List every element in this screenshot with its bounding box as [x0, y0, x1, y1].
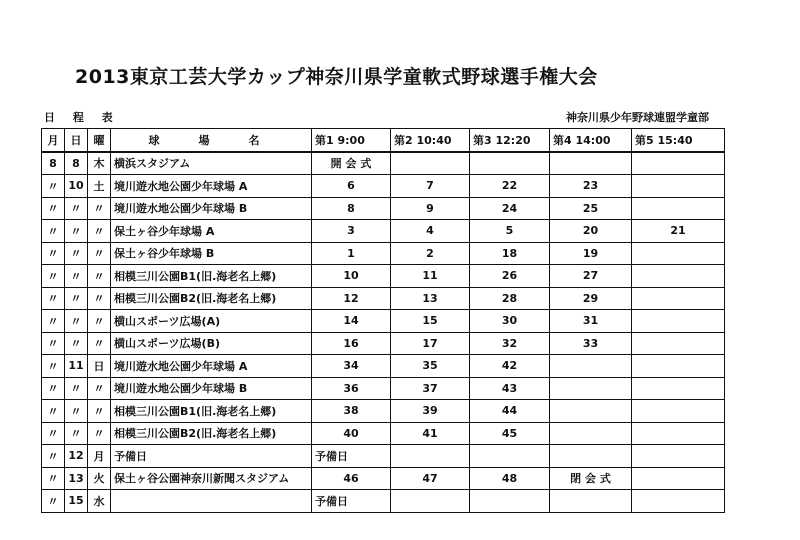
cell-venue: 相模三川公園B1(旧.海老名上郷) [111, 265, 312, 288]
cell-day: 8 [65, 152, 88, 175]
cell-game4: 27 [550, 265, 632, 288]
cell-day: 10 [65, 175, 88, 198]
column-header-game3: 第3 12:20 [470, 129, 550, 152]
cell-game2: 17 [391, 332, 470, 355]
cell-game2 [391, 152, 470, 175]
cell-game3: 5 [470, 220, 550, 243]
cell-weekday: 〃 [88, 220, 111, 243]
cell-game5 [632, 152, 725, 175]
cell-day: 〃 [65, 242, 88, 265]
cell-month: 〃 [42, 332, 65, 355]
column-header-game5: 第5 15:40 [632, 129, 725, 152]
schedule-body [42, 152, 725, 513]
column-header-weekday: 曜 [88, 129, 111, 152]
cell-game5: 21 [632, 220, 725, 243]
cell-game4 [550, 400, 632, 423]
cell-game3: 22 [470, 175, 550, 198]
cell-day: 〃 [65, 332, 88, 355]
cell-day: 〃 [65, 265, 88, 288]
table-row [42, 287, 725, 310]
cell-venue [111, 490, 312, 513]
cell-day: 13 [65, 467, 88, 490]
cell-weekday: 土 [88, 175, 111, 198]
cell-month: 〃 [42, 355, 65, 378]
cell-weekday: 〃 [88, 400, 111, 423]
cell-game5 [632, 445, 725, 468]
cell-game3: 28 [470, 287, 550, 310]
cell-month: 〃 [42, 400, 65, 423]
schedule-table [41, 128, 725, 513]
cell-game1: 36 [312, 377, 391, 400]
cell-venue: 境川遊水地公園少年球場 B [111, 377, 312, 400]
cell-game5 [632, 265, 725, 288]
cell-month: 〃 [42, 445, 65, 468]
cell-game4: 25 [550, 197, 632, 220]
cell-game1: 10 [312, 265, 391, 288]
cell-weekday: 〃 [88, 377, 111, 400]
cell-game2: 15 [391, 310, 470, 333]
cell-day: 〃 [65, 197, 88, 220]
cell-day: 〃 [65, 377, 88, 400]
cell-day: 〃 [65, 310, 88, 333]
cell-weekday: 〃 [88, 310, 111, 333]
cell-day: 11 [65, 355, 88, 378]
cell-day: 〃 [65, 400, 88, 423]
cell-game4: 33 [550, 332, 632, 355]
table-row [42, 355, 725, 378]
cell-weekday: 〃 [88, 332, 111, 355]
cell-game1: 開 会 式 [312, 152, 391, 175]
cell-game4 [550, 377, 632, 400]
cell-game5 [632, 377, 725, 400]
cell-game4: 閉 会 式 [550, 467, 632, 490]
table-row [42, 197, 725, 220]
cell-day: 12 [65, 445, 88, 468]
cell-venue: 横山スポーツ広場(A) [111, 310, 312, 333]
cell-game5 [632, 467, 725, 490]
cell-month: 8 [42, 152, 65, 175]
table-row [42, 265, 725, 288]
cell-game5 [632, 400, 725, 423]
cell-game1: 予備日 [312, 445, 391, 468]
cell-game3: 30 [470, 310, 550, 333]
cell-day: 15 [65, 490, 88, 513]
cell-venue: 境川遊水地公園少年球場 B [111, 197, 312, 220]
column-header-game2: 第2 10:40 [391, 129, 470, 152]
cell-month: 〃 [42, 197, 65, 220]
cell-game4: 20 [550, 220, 632, 243]
cell-game2: 4 [391, 220, 470, 243]
cell-game1: 46 [312, 467, 391, 490]
schedule-label: 日 程 表 [44, 111, 120, 124]
cell-game5 [632, 175, 725, 198]
cell-weekday: 〃 [88, 287, 111, 310]
cell-venue: 保土ヶ谷少年球場 A [111, 220, 312, 243]
cell-game4 [550, 355, 632, 378]
cell-month: 〃 [42, 287, 65, 310]
cell-venue: 相模三川公園B2(旧.海老名上郷) [111, 287, 312, 310]
cell-game4 [550, 445, 632, 468]
table-row [42, 310, 725, 333]
cell-game2: 9 [391, 197, 470, 220]
cell-game3 [470, 445, 550, 468]
cell-game5 [632, 242, 725, 265]
cell-weekday: 水 [88, 490, 111, 513]
table-row [42, 467, 725, 490]
organizer-label: 神奈川県少年野球連盟学童部 [566, 111, 709, 124]
cell-weekday: 火 [88, 467, 111, 490]
column-header-month: 月 [42, 129, 65, 152]
cell-day: 〃 [65, 220, 88, 243]
cell-weekday: 日 [88, 355, 111, 378]
cell-day: 〃 [65, 287, 88, 310]
cell-game1: 6 [312, 175, 391, 198]
cell-game3: 48 [470, 467, 550, 490]
cell-game1: 8 [312, 197, 391, 220]
cell-venue: 横浜スタジアム [111, 152, 312, 175]
cell-game2: 13 [391, 287, 470, 310]
cell-month: 〃 [42, 175, 65, 198]
cell-venue: 境川遊水地公園少年球場 A [111, 355, 312, 378]
cell-game3: 24 [470, 197, 550, 220]
cell-game5 [632, 490, 725, 513]
cell-game3: 32 [470, 332, 550, 355]
cell-game1: 40 [312, 422, 391, 445]
table-row [42, 220, 725, 243]
cell-venue: 予備日 [111, 445, 312, 468]
cell-weekday: 〃 [88, 197, 111, 220]
table-row [42, 445, 725, 468]
cell-game3: 18 [470, 242, 550, 265]
cell-game5 [632, 355, 725, 378]
cell-game1: 1 [312, 242, 391, 265]
cell-venue: 保土ヶ谷少年球場 B [111, 242, 312, 265]
cell-weekday: 月 [88, 445, 111, 468]
cell-game2: 11 [391, 265, 470, 288]
cell-game2: 47 [391, 467, 470, 490]
cell-game5 [632, 197, 725, 220]
cell-venue: 相模三川公園B1(旧.海老名上郷) [111, 400, 312, 423]
column-header-game4: 第4 14:00 [550, 129, 632, 152]
cell-game2: 2 [391, 242, 470, 265]
cell-game5 [632, 422, 725, 445]
cell-venue: 境川遊水地公園少年球場 A [111, 175, 312, 198]
cell-game3 [470, 152, 550, 175]
cell-game1: 14 [312, 310, 391, 333]
cell-game4: 31 [550, 310, 632, 333]
table-row [42, 242, 725, 265]
cell-game4: 23 [550, 175, 632, 198]
cell-game4 [550, 152, 632, 175]
cell-weekday: 〃 [88, 265, 111, 288]
page-title: 2013東京工芸大学カップ神奈川県学童軟式野球選手権大会 [75, 66, 598, 88]
cell-game2 [391, 490, 470, 513]
cell-game1: 12 [312, 287, 391, 310]
cell-game5 [632, 310, 725, 333]
cell-game2 [391, 445, 470, 468]
cell-game3 [470, 490, 550, 513]
cell-game4: 19 [550, 242, 632, 265]
cell-month: 〃 [42, 265, 65, 288]
header-row [42, 129, 725, 152]
cell-month: 〃 [42, 310, 65, 333]
cell-game1: 予備日 [312, 490, 391, 513]
cell-game4 [550, 490, 632, 513]
cell-game3: 45 [470, 422, 550, 445]
cell-game2: 41 [391, 422, 470, 445]
cell-weekday: 〃 [88, 242, 111, 265]
table-row [42, 400, 725, 423]
cell-game2: 35 [391, 355, 470, 378]
cell-venue: 保土ヶ谷公園神奈川新聞スタジアム [111, 467, 312, 490]
cell-game5 [632, 287, 725, 310]
cell-month: 〃 [42, 490, 65, 513]
cell-weekday: 木 [88, 152, 111, 175]
cell-game3: 42 [470, 355, 550, 378]
cell-month: 〃 [42, 377, 65, 400]
cell-game3: 44 [470, 400, 550, 423]
cell-game1: 3 [312, 220, 391, 243]
table-row [42, 152, 725, 175]
column-header-venue: 球 場 名 [111, 129, 312, 152]
cell-game4 [550, 422, 632, 445]
cell-venue: 横山スポーツ広場(B) [111, 332, 312, 355]
cell-month: 〃 [42, 467, 65, 490]
table-row [42, 490, 725, 513]
column-header-game1: 第1 9:00 [312, 129, 391, 152]
table-row [42, 422, 725, 445]
cell-game5 [632, 332, 725, 355]
cell-month: 〃 [42, 242, 65, 265]
cell-venue: 相模三川公園B2(旧.海老名上郷) [111, 422, 312, 445]
cell-game1: 34 [312, 355, 391, 378]
table-row [42, 332, 725, 355]
cell-month: 〃 [42, 220, 65, 243]
cell-game1: 16 [312, 332, 391, 355]
cell-game3: 43 [470, 377, 550, 400]
cell-game3: 26 [470, 265, 550, 288]
cell-weekday: 〃 [88, 422, 111, 445]
column-header-day: 日 [65, 129, 88, 152]
table-row [42, 175, 725, 198]
cell-game1: 38 [312, 400, 391, 423]
cell-game2: 7 [391, 175, 470, 198]
table-row [42, 377, 725, 400]
cell-day: 〃 [65, 422, 88, 445]
cell-game2: 39 [391, 400, 470, 423]
cell-game2: 37 [391, 377, 470, 400]
cell-game4: 29 [550, 287, 632, 310]
cell-month: 〃 [42, 422, 65, 445]
